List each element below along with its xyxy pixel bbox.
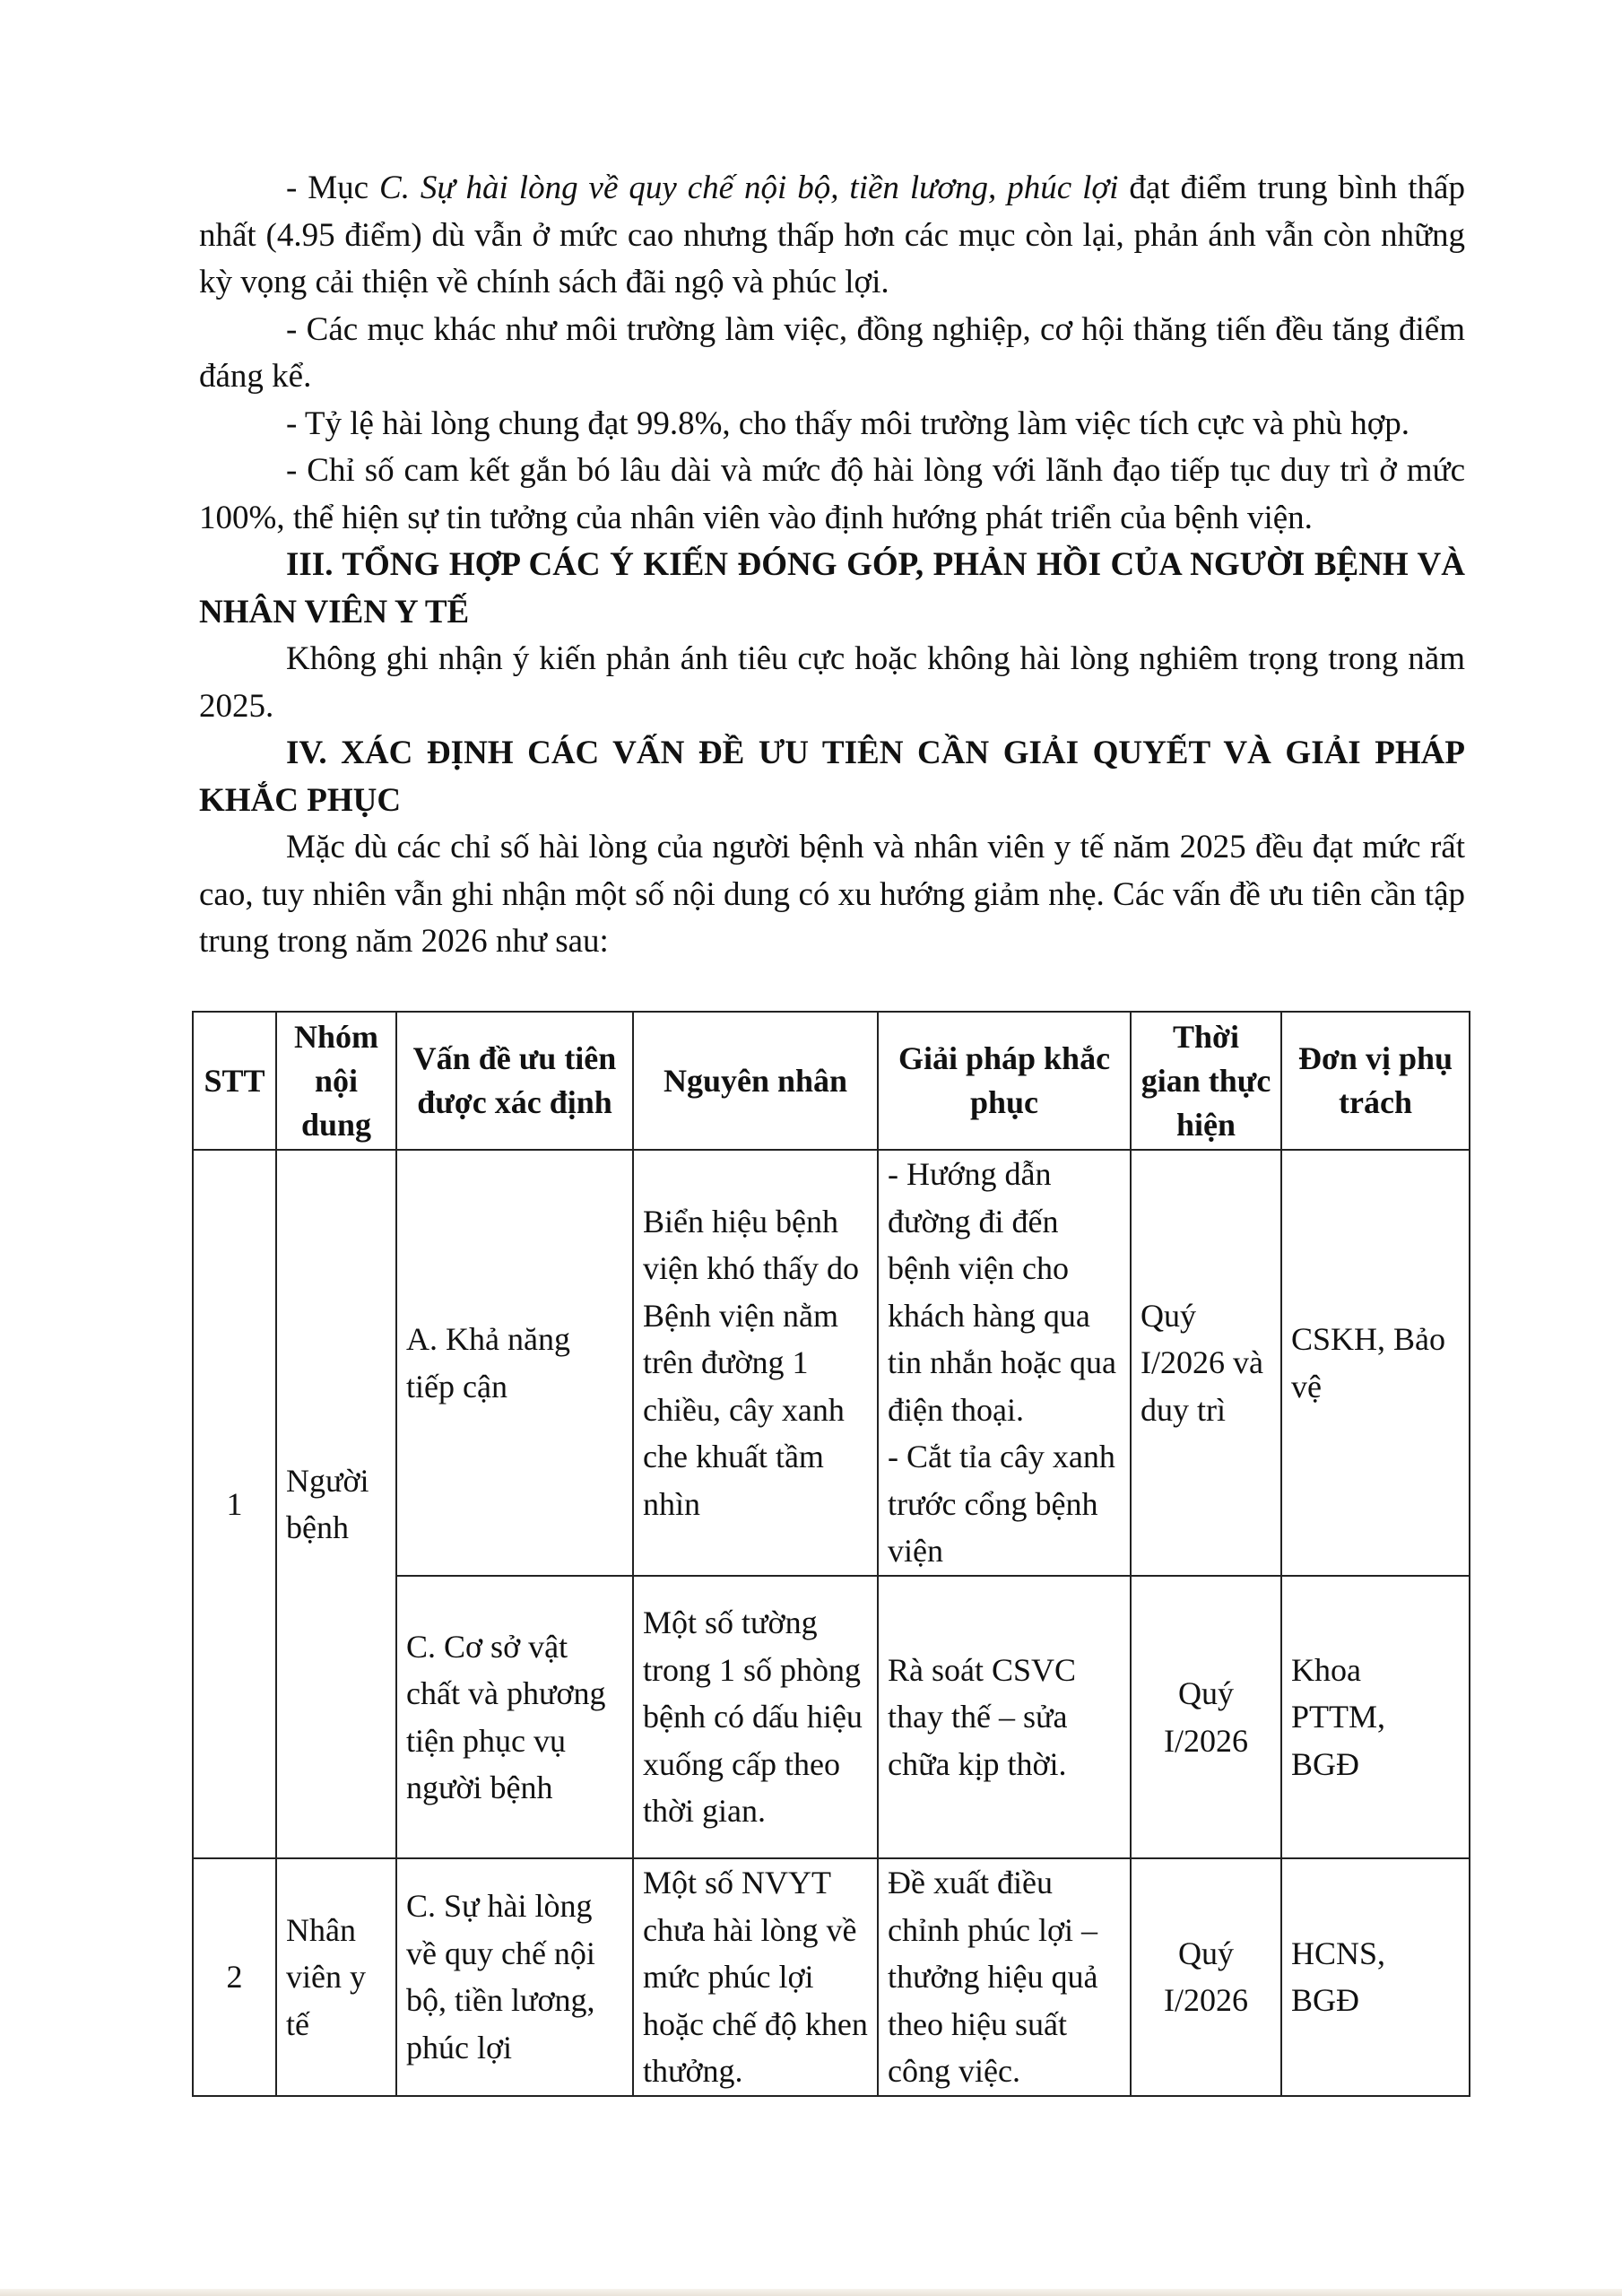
cell-group: Người bệnh [276,1150,396,1858]
cell-issue: C. Cơ sở vật chất và phương tiện phục vụ người bệnh [396,1576,633,1858]
cell-time: Quý I/2026 [1131,1858,1281,2096]
table-header-row [193,1012,1470,1150]
cell-time: Quý I/2026 và duy trì [1131,1150,1281,1576]
solution-line: - Hướng dẫn đường đi đến bệnh viện cho khách hàng qua tin nhắn hoặc qua điện thoại. [888,1156,1116,1428]
header-cause: Nguyên nhân [633,1012,878,1150]
paragraph-italic-item: C. Sự hài lòng về quy chế nội bộ, tiền lương, phúc lợi [379,170,1119,206]
paragraph-commitment: - Chỉ số cam kết gắn bó lâu dài và mức độ hài lòng với lãnh đạo tiếp tục duy trì ở mức 100%, thể hiện sự tin tưởng của nhân viên vào định hướng phát triển của bệnh viện. [199,452,1465,536]
section-heading-iv: IV. XÁC ĐỊNH CÁC VẤN ĐỀ ƯU TIÊN CẦN GIẢI QUYẾT VÀ GIẢI PHÁP KHẮC PHỤC [199,735,1465,819]
header-time: Thời gian thực hiện [1131,1012,1281,1150]
cell-unit: HCNS, BGĐ [1281,1858,1470,2096]
body-text [199,165,1465,966]
header-issue: Vấn đề ưu tiên được xác định [396,1012,633,1150]
paragraph-overall-rate: - Tỷ lệ hài lòng chung đạt 99.8%, cho thấy môi trường làm việc tích cực và phù hợp. [286,404,1410,442]
header-solution: Giải pháp khắc phục [878,1012,1131,1150]
table-row [193,1150,1470,1576]
cell-solution [878,1150,1131,1576]
paragraph-no-complaints: Không ghi nhận ý kiến phản ánh tiêu cực hoặc không hài lòng nghiêm trọng trong năm 2025. [199,640,1465,725]
cell-cause: Một số tường trong 1 số phòng bệnh có dấu hiệu xuống cấp theo thời gian. [633,1576,878,1858]
scan-bottom-edge [0,2289,1622,2296]
cell-stt: 1 [193,1150,276,1858]
section-heading-iii: III. TỔNG HỢP CÁC Ý KIẾN ĐÓNG GÓP, PHẢN HỒI CỦA NGƯỜI BỆNH VÀ NHÂN VIÊN Y TẾ [199,546,1465,631]
paragraph-suffix: đạt điểm trung bình thấp nhất (4.95 điểm) dù vẫn ở mức cao nhưng thấp hơn các mục còn lại, phản ánh vẫn còn những kỳ vọng cải thiện về chính sách đãi ngộ và phúc lợi. [199,170,1465,300]
header-group: Nhóm nội dung [276,1012,396,1150]
solution-line: - Cắt tỉa cây xanh trước cổng bệnh viện [888,1439,1115,1570]
cell-unit: CSKH, Bảo vệ [1281,1150,1470,1576]
cell-stt: 2 [193,1858,276,2096]
cell-group: Nhân viên y tế [276,1858,396,2096]
cell-issue: A. Khả năng tiếp cận [396,1150,633,1576]
paragraph-salary-benefits [199,165,1465,307]
cell-cause: Một số NVYT chưa hài lòng về mức phúc lợi hoặc chế độ khen thưởng. [633,1858,878,2096]
table-row [193,1858,1470,2096]
priority-issues-table [192,1011,1470,2097]
header-unit: Đơn vị phụ trách [1281,1012,1470,1150]
paragraph-other-items: - Các mục khác như môi trường làm việc, đồng nghiệp, cơ hội thăng tiến đều tăng điểm đáng kể. [199,310,1465,395]
header-stt: STT [193,1012,276,1150]
paragraph-prefix: - Mục [286,170,380,206]
paragraph-priorities-intro: Mặc dù các chỉ số hài lòng của người bệnh và nhân viên y tế năm 2025 đều đạt mức rất cao, tuy nhiên vẫn ghi nhận một số nội dung có xu hướng giảm nhẹ. Các vấn đề ưu tiên cần tập trung trong năm 2026 như sau: [199,829,1465,960]
cell-unit: Khoa PTTM, BGĐ [1281,1576,1470,1858]
cell-issue: C. Sự hài lòng về quy chế nội bộ, tiền lương, phúc lợi [396,1858,633,2096]
cell-cause: Biển hiệu bệnh viện khó thấy do Bệnh viện nằm trên đường 1 chiều, cây xanh che khuất tầm nhìn [633,1150,878,1576]
cell-time: Quý I/2026 [1131,1576,1281,1858]
cell-solution: Rà soát CSVC thay thế – sửa chữa kịp thời. [878,1576,1131,1858]
cell-solution: Đề xuất điều chỉnh phúc lợi – thưởng hiệu quả theo hiệu suất công việc. [878,1858,1131,2096]
